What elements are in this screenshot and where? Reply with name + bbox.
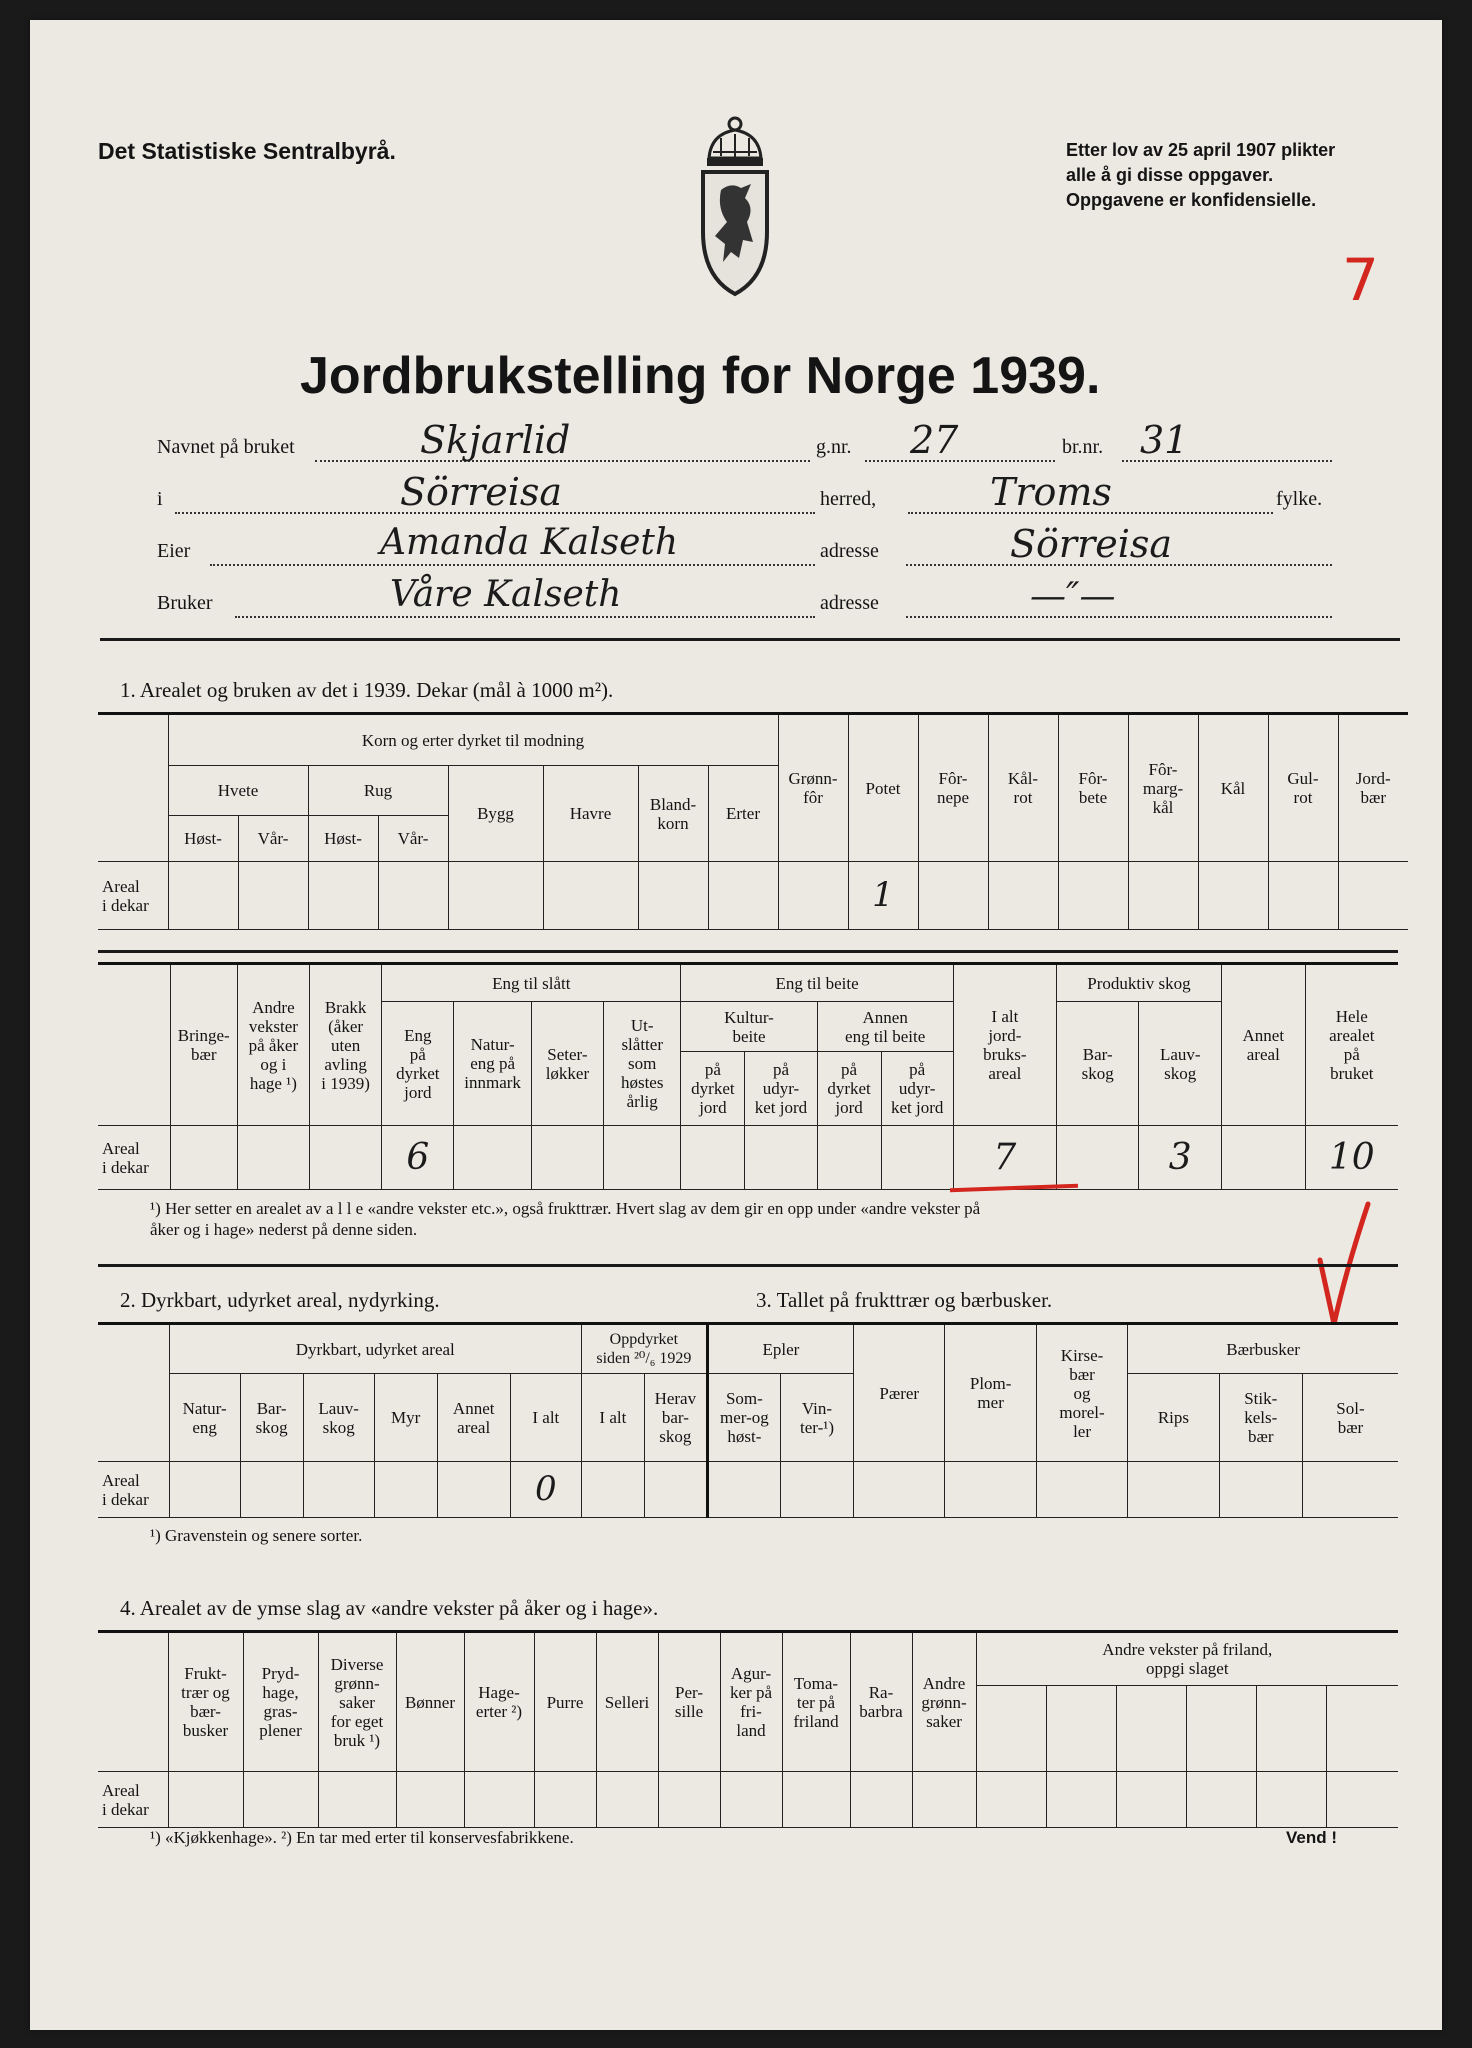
eng-dyrket-value[interactable]: 6 (382, 1126, 454, 1190)
owner-address-value[interactable]: Sörreisa (1010, 522, 1173, 566)
page-mark: 7 (1342, 246, 1379, 314)
legal-notice: Etter lov av 25 april 1907 plikter alle å gi disse oppgaver. Oppgavene er konfidensielle. (1066, 140, 1336, 210)
herred-value[interactable]: Sörreisa (400, 470, 563, 514)
norwegian-coat-of-arms-icon (695, 112, 775, 302)
cultivable-and-fruit-table: Dyrkbart, udyrket areal Oppdyrket siden ²⁰/₆ 1929 Epler Pærer Plom- mer Kirse- bær og morel- ler Bærbusker Natur- eng Bar- skog Lauv- skog Myr Annet areal I alt I alt Herav bar- skog Som- mer-og høst- Vin- ter-¹) Rips Stik- kels- bær Sol- bær Areal i dekar 0 (98, 1322, 1398, 1518)
section4-footnote: ¹) «Kjøkkenhage». ²) En tar med erter til konservesfabrikkene. (150, 1828, 574, 1847)
lauvskog-value[interactable]: 3 (1139, 1126, 1222, 1190)
land-use-table: Bringe- bær Andre vekster på åker og i hage ¹) Brakk (åker uten avling i 1939) Eng til slått Eng til beite I alt jord- bruks- areal Produktiv skog Annet areal Hele arealet på bruket Eng på dyrket jord Natur- eng på innmark Seter- løkker Ut- slåtter som høstes årlig Kultur- beite Annen eng til beite Bar- skog Lauv- skog på dyrket jord på udyr- ket jord på dyrket jord på udyr- ket jord Areal i dekar 6 7 3 10 (98, 962, 1398, 1190)
potet-area-value[interactable]: 1 (848, 862, 918, 930)
agency-name: Det Statistiske Sentralbyrå. (98, 138, 396, 164)
section4-heading: 4. Arealet av de ymse slag av «andre vekster på åker og i hage». (120, 1596, 659, 1620)
section1-heading: 1. Arealet og bruken av det i 1939. Dekar (mål à 1000 m²). (120, 678, 614, 702)
farm-name-value[interactable]: Skjarlid (420, 418, 571, 462)
fylke-value[interactable]: Troms (990, 470, 1112, 514)
brnr-value[interactable]: 31 (1140, 418, 1189, 462)
section2-footnote: ¹) Gravenstein og senere sorter. (150, 1526, 363, 1545)
section3-heading: 3. Tallet på frukttrær og bærbusker. (756, 1288, 1053, 1312)
vend-note: Vend ! (1286, 1828, 1338, 1847)
crop-area-table: Korn og erter dyrket til modning Grønn- fôr Potet Fôr- nepe Kål- rot Fôr- bete Fôr- marg- kål Kål Gul- rot Jord- bær Hvete Rug Bygg Havre Bland- korn Erter Høst- Vår- Høst- Vår- Areal i dekar 1 (98, 712, 1408, 930)
total-area-value[interactable]: 10 (1305, 1126, 1398, 1190)
user-address-label: adresse (820, 592, 879, 614)
owner-address-label: adresse (820, 540, 879, 562)
section2-heading: 2. Dyrkbart, udyrket areal, nydyrking. (120, 1288, 440, 1312)
user-label: Bruker (157, 592, 213, 614)
gnr-value[interactable]: 27 (910, 418, 959, 462)
section1-footnote: ¹) Her setter en arealet av a l l e «andre vekster etc.», også frukttrær. Hvert slag av dem gir en opp under «andre vekster på åker og i hage» nederst på denne siden. (150, 1199, 981, 1239)
owner-value[interactable]: Amanda Kalseth (380, 522, 679, 563)
user-value[interactable]: Våre Kalseth (390, 574, 622, 615)
other-crops-table: Frukt- trær og bær- busker Pryd- hage, gras- plener Diverse grønn- saker for eget bruk ¹) Bønner Hage- erter ²) Purre Selleri Per- sille Agur- ker på fri- land Toma- ter på friland Ra- barbra Andre grønn- saker Andre vekster på friland, oppgi slaget Areal i dekar (98, 1630, 1398, 1828)
form-title: Jordbrukstelling for Norge 1939. (300, 347, 1101, 405)
brnr-label: br.nr. (1062, 436, 1104, 458)
herred-label: herred, (820, 488, 877, 510)
user-address-value[interactable]: —″— (1030, 576, 1116, 617)
form-page (30, 20, 1442, 2030)
total-farmland-value[interactable]: 7 (953, 1126, 1056, 1190)
fylke-label: fylke. (1276, 488, 1323, 510)
farm-name-label: Navnet på bruket (157, 436, 295, 458)
cultivable-total-value[interactable]: 0 (510, 1462, 581, 1518)
owner-label: Eier (157, 540, 191, 562)
in-label: i (157, 488, 163, 510)
gnr-label: g.nr. (816, 436, 852, 458)
